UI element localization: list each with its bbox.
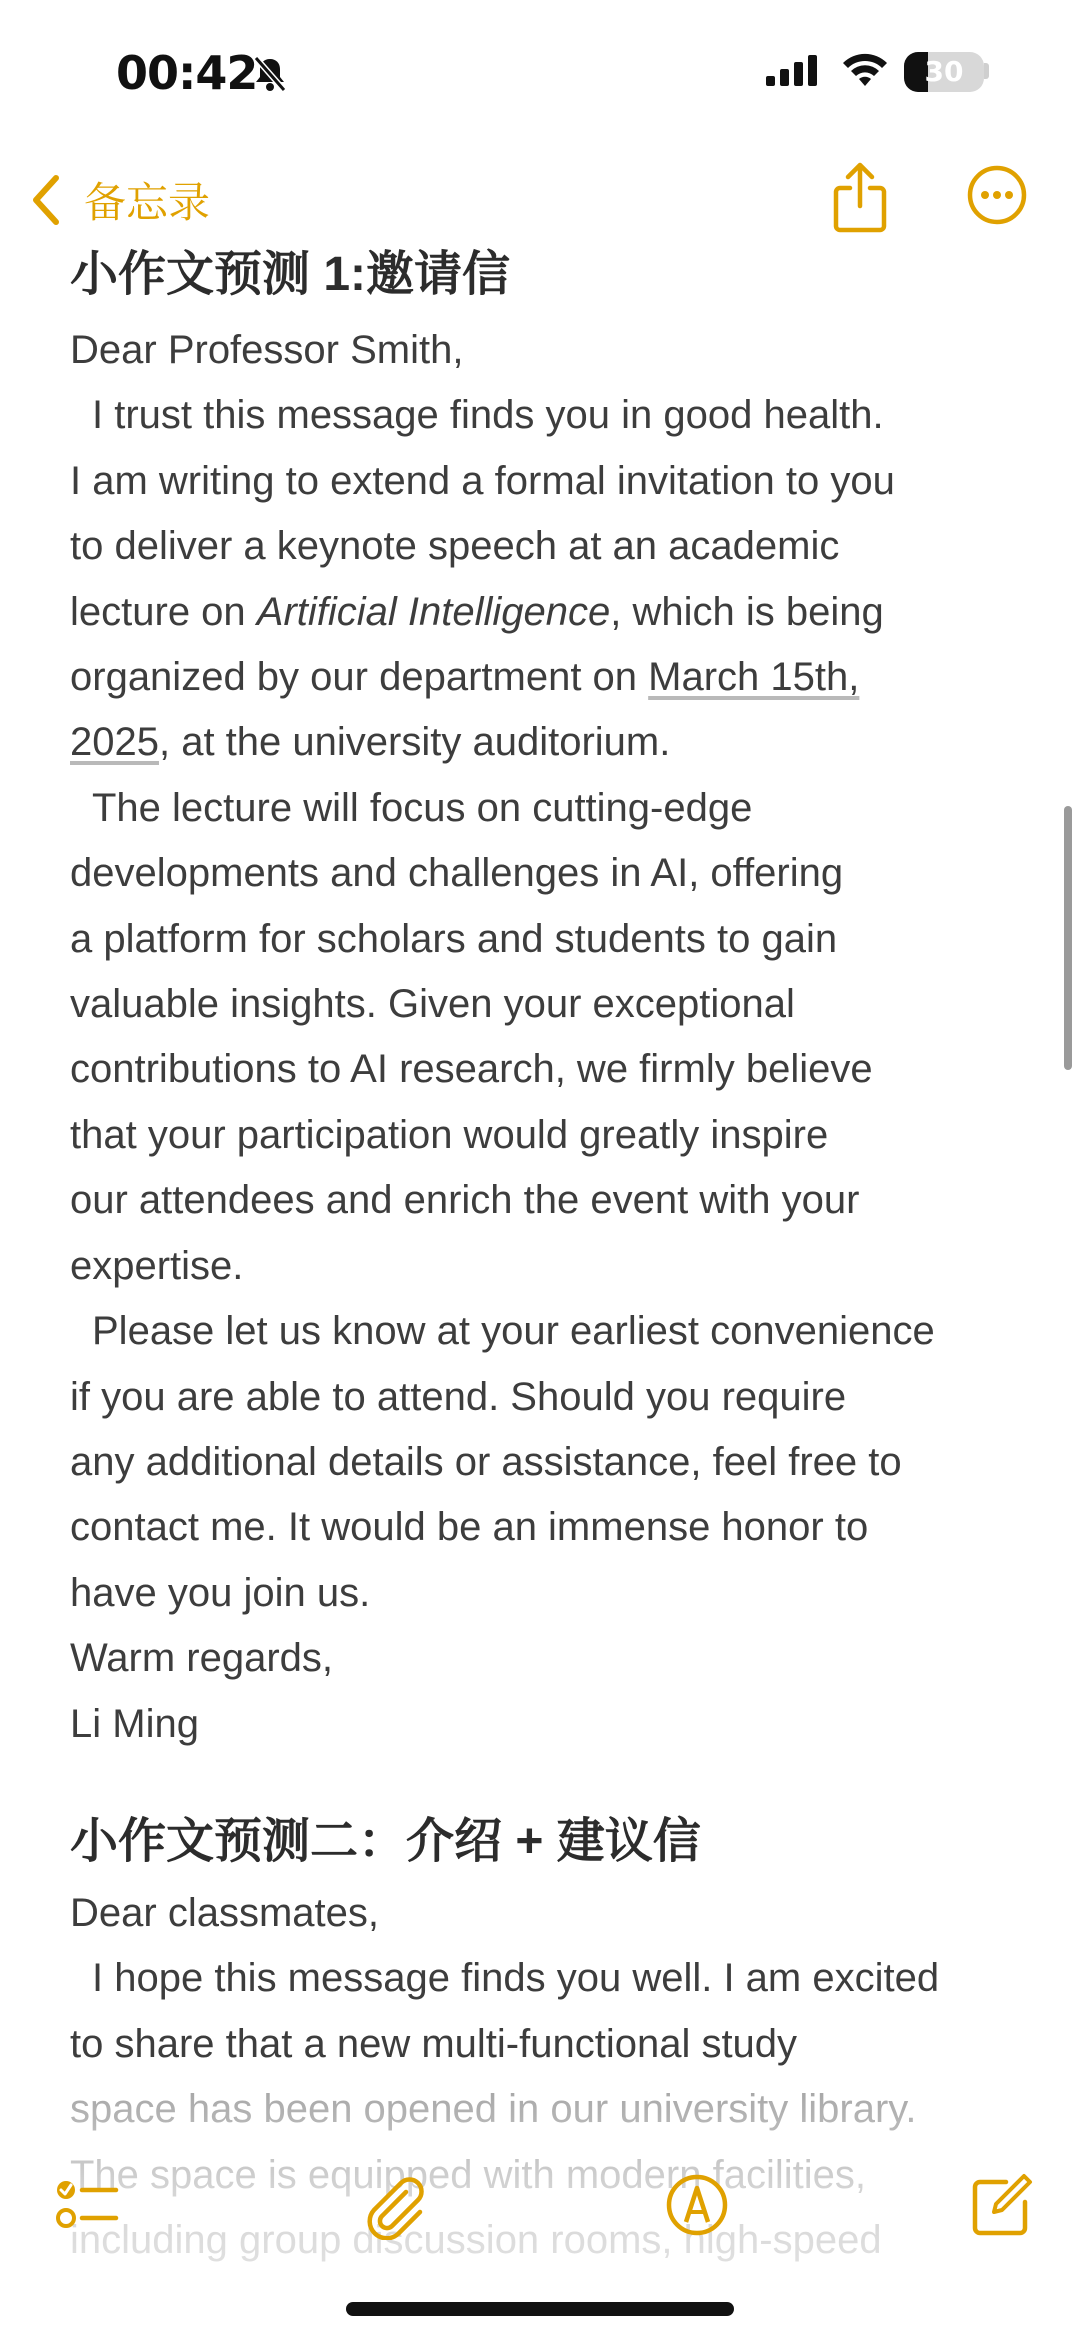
text-line: to share that a new multi-functional study (70, 2021, 798, 2066)
note-heading-1: 小作文预测 1:邀请信 (70, 248, 511, 301)
note-body[interactable] (70, 238, 1030, 2273)
text-line: , at the university auditorium. (158, 720, 671, 765)
text-line: I trust this message finds you in good health. (92, 393, 884, 438)
text-line: developments and challenges in AI, offering (70, 851, 844, 896)
battery-nub (984, 63, 989, 79)
text-line: Please let us know at your earliest convenience (92, 1309, 935, 1354)
scroll-indicator[interactable] (1064, 806, 1072, 1070)
text-line: have you join us. (70, 1570, 371, 1615)
text-line: valuable insights. Given your exceptional (70, 982, 795, 1027)
pen-tip-icon[interactable] (662, 2170, 732, 2240)
ellipsis-circle-icon[interactable] (966, 164, 1028, 226)
text-line: contributions to AI research, we firmly believe (70, 1047, 873, 1092)
text-line: our attendees and enrich the event with your (70, 1178, 860, 1223)
back-label: 备忘录 (84, 179, 211, 226)
text-line: to deliver a keynote speech at an academic (70, 524, 840, 569)
home-indicator[interactable] (346, 2302, 734, 2316)
date-link[interactable]: March 15th, (648, 655, 860, 700)
status-bar (0, 0, 1080, 150)
text-line: lecture on (70, 589, 257, 634)
chevron-left-icon (28, 172, 64, 228)
bell-slash-icon (250, 54, 290, 94)
text-line: Li Ming (70, 1701, 199, 1746)
text-line: organized by our department on (70, 655, 649, 700)
text-line: a platform for scholars and students to gain (70, 916, 838, 961)
cellular-signal-icon (764, 54, 824, 88)
compose-icon[interactable] (966, 2170, 1036, 2240)
text-line: Warm regards, (70, 1636, 334, 1681)
bottom-toolbar (0, 2160, 1080, 2260)
text-line: , which is being (610, 589, 884, 634)
status-time: 00:42 (116, 46, 258, 100)
back-button[interactable] (28, 162, 210, 238)
text-line: if you are able to attend. Should you require (70, 1374, 847, 1419)
text-line: The lecture will focus on cutting-edge (92, 785, 753, 830)
battery-percent: 30 (924, 55, 964, 88)
text-line: I hope this message finds you well. I am excited (92, 1956, 940, 2001)
text-line: contact me. It would be an immense honor to (70, 1505, 869, 1550)
paperclip-icon[interactable] (360, 2170, 430, 2240)
note-paragraph (70, 318, 1030, 1757)
text-line: any additional details or assistance, feel free to (70, 1439, 902, 1484)
share-icon[interactable] (830, 160, 890, 236)
text-line: Dear classmates, (70, 1890, 379, 1935)
battery-indicator (904, 52, 984, 92)
wifi-icon (840, 50, 890, 90)
italic-text: Artificial Intelligence (256, 589, 611, 634)
text-line: Dear Professor Smith, (70, 328, 464, 372)
text-line: expertise. (70, 1243, 244, 1288)
text-line: I am writing to extend a formal invitation to you (70, 458, 895, 503)
note-heading-2: 小作文预测二：介绍 + 建议信 (70, 1814, 701, 1868)
date-link[interactable]: 2025 (70, 720, 159, 765)
text-line: that your participation would greatly inspire (70, 1112, 829, 1157)
checklist-icon[interactable] (52, 2170, 122, 2240)
nav-bar (0, 150, 1080, 250)
